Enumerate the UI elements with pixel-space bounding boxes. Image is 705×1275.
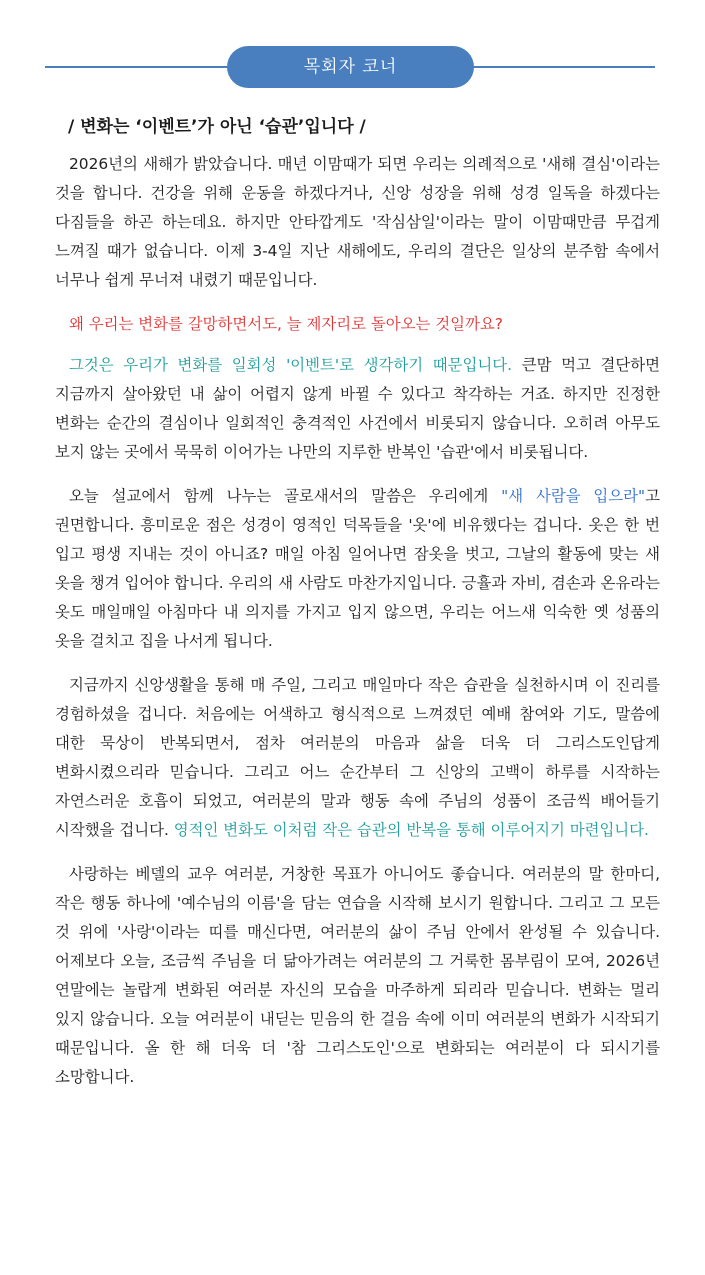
article-title: / 변화는 ‘이벤트’가 아닌 ‘습관’입니다 / xyxy=(68,117,366,137)
section-header xyxy=(0,46,705,88)
highlight-habit-text: 영적인 변화도 이처럼 작은 습관의 반복을 통해 이루어지기 마련입니다. xyxy=(173,821,649,839)
highlight-event-text: 그것은 우리가 변화를 일회성 '이벤트'로 생각하기 때문입니다. xyxy=(69,356,513,374)
paragraph-3-text: 큰맘 먹고 결단하면 지금까지 살아왔던 내 삶이 어렵지 않게 바뀔 수 있다고 착각하는 거죠. 하지만 진정한 변화는 순간의 결심이나 일회적인 충격적인 사건에서 비롯되지 않습니다. 오히려 아무도 보지 않는 곳에서 묵묵히 이어가는 나만의 지루한 반복인 '습관'에서 비롯됩니다. xyxy=(55,356,660,461)
header-pill-label: 목회자 코너 xyxy=(227,46,474,88)
paragraph-5 xyxy=(55,671,660,845)
paragraph-3 xyxy=(55,351,660,467)
highlight-new-person-quote: "새 사람을 입으라" xyxy=(501,487,646,505)
article-body xyxy=(55,150,660,1092)
paragraph-1: 2026년의 새해가 밝았습니다. 매년 이맘때가 되면 우리는 의례적으로 '새해 결심'이라는 것을 합니다. 건강을 위해 운동을 하겠다거나, 신앙 성장을 위해 성경 일독을 하겠다는 다짐들을 하곤 하는데요. 하지만 안타깝게도 '작심삼일'이라는 말이 이맘때만큼 무겁게 느껴질 때가 없습니다. 이제 3-4일 지난 새해에도, 우리의 결단은 일상의 분주함 속에서 너무나 쉽게 무너져 내렸기 때문입니다. xyxy=(55,155,660,289)
paragraph-4 xyxy=(55,482,660,656)
paragraph-question: 왜 우리는 변화를 갈망하면서도, 늘 제자리로 돌아오는 것일까요? xyxy=(69,315,503,333)
paragraph-6: 사랑하는 베델의 교우 여러분, 거창한 목표가 아니어도 좋습니다. 여러분의 말 한마디, 작은 행동 하나에 '예수님의 이름'을 담는 연습을 시작해 보시기 원합니다. 그리고 그 모든 것 위에 '사랑'이라는 띠를 매신다면, 여러분의 삶이 주님 안에서 완성될 수 있습니다. 어제보다 오늘, 조금씩 주님을 더 닮아가려는 여러분의 그 거룩한 몸부림이 모여, 2026년 연말에는 놀랍게 변화된 여러분 자신의 모습을 마주하게 되리라 믿습니다. 변화는 멀리 있지 않습니다. 오늘 여러분이 내딛는 믿음의 한 걸음 속에 이미 여러분의 변화가 시작되기 때문입니다. 올 한 해 더욱 더 '참 그리스도인'으로 변화되는 여러분이 다 되시기를 소망합니다. xyxy=(55,865,660,1086)
paragraph-5-text: 지금까지 신앙생활을 통해 매 주일, 그리고 매일마다 작은 습관을 실천하시며 이 진리를 경험하셨을 겁니다. 처음에는 어색하고 형식적으로 느껴졌던 예배 참여와 기도, 말씀에 대한 묵상이 반복되면서, 점차 여러분의 마음과 삶을 더욱 더 그리스도인답게 변화시켰으리라 믿습니다. 그리고 어느 순간부터 그 신앙의 고백이 하루를 시작하는 자연스러운 호흡이 되었고, 여러분의 말과 행동 속에 주님의 성품이 조금씩 배어들기 시작했을 겁니다. xyxy=(55,676,660,839)
paragraph-4-text: 고 권면합니다. 흥미로운 점은 성경이 영적인 덕목들을 '옷'에 비유했다는 겁니다. 옷은 한 번 입고 평생 지내는 것이 아니죠? 매일 아침 일어나면 잠옷을 벗고, 그날의 활동에 맞는 새 옷을 챙겨 입어야 합니다. 우리의 새 사람도 마찬가지입니다. 긍휼과 자비, 겸손과 온유라는 옷도 매일매일 아침마다 내 의지를 가지고 입지 않으면, 우리는 어느새 익숙한 옛 성품의 옷을 걸치고 집을 나서게 됩니다. xyxy=(55,487,660,650)
paragraph-4-start: 오늘 설교에서 함께 나누는 골로새서의 말씀은 우리에게 xyxy=(69,487,502,505)
